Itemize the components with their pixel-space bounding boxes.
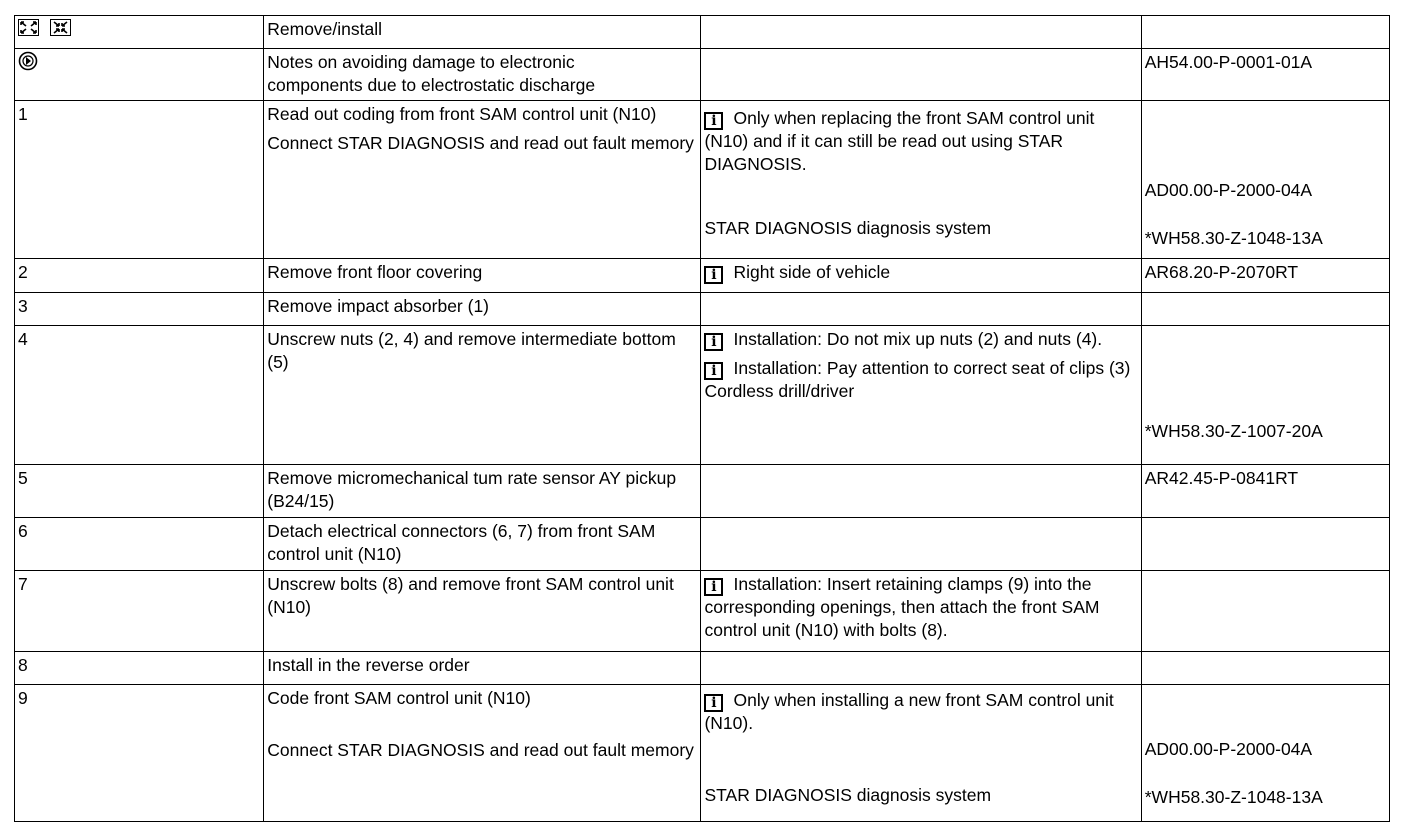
esd-note-text: Notes on avoiding damage to electronic bbox=[267, 52, 575, 72]
info-icon: i bbox=[704, 266, 723, 284]
step-number: 3 bbox=[15, 293, 264, 326]
step-action: Install in the reverse order bbox=[264, 652, 701, 685]
step-action: Unscrew bolts (8) and remove front SAM control unit (N10) bbox=[264, 571, 701, 652]
esd-note-row bbox=[15, 49, 1390, 101]
step-action: Connect STAR DIAGNOSIS and read out fault memory bbox=[267, 133, 694, 153]
header-icons-cell bbox=[15, 16, 264, 49]
info-icon: i bbox=[704, 333, 723, 351]
step-row bbox=[15, 685, 1390, 822]
step-row bbox=[15, 293, 1390, 326]
step-action: Detach electrical connectors (6, 7) from front SAM control unit (N10) bbox=[264, 518, 701, 571]
step-number: 2 bbox=[15, 259, 264, 293]
info-icon: i bbox=[704, 578, 723, 596]
step-action: Remove front floor covering bbox=[264, 259, 701, 293]
step-action: Unscrew nuts (2, 4) and remove intermediate bottom (5) bbox=[264, 326, 701, 465]
document-reference[interactable]: *WH58.30-Z-1048-13A bbox=[1144, 228, 1323, 248]
remove-icon bbox=[18, 19, 39, 36]
info-icon: i bbox=[704, 694, 723, 712]
step-note: Installation: Pay attention to correct seat of clips (3) bbox=[733, 358, 1131, 378]
step-action: Remove micromechanical tum rate sensor AY pickup (B24/15) bbox=[264, 465, 701, 518]
document-reference[interactable]: AR42.45-P-0841RT bbox=[1141, 465, 1389, 518]
step-tool: STAR DIAGNOSIS diagnosis system bbox=[704, 785, 992, 805]
install-icon bbox=[50, 19, 71, 36]
step-note: Only when replacing the front SAM control unit (N10) and if it can still be read out using STAR DIAGNOSIS. bbox=[704, 108, 1095, 174]
info-icon: i bbox=[704, 112, 723, 130]
step-number: 5 bbox=[15, 465, 264, 518]
step-number: 6 bbox=[15, 518, 264, 571]
step-tool: Cordless drill/driver bbox=[704, 381, 855, 401]
document-reference[interactable]: *WH58.30-Z-1007-20A bbox=[1144, 421, 1323, 441]
step-row bbox=[15, 518, 1390, 571]
step-action: Read out coding from front SAM control unit (N10) bbox=[267, 104, 657, 124]
info-icon: i bbox=[704, 362, 723, 380]
page-title: Remove/install bbox=[264, 16, 701, 49]
esd-note-text: components due to electrostatic discharge bbox=[267, 75, 596, 95]
esd-warning-icon bbox=[18, 51, 38, 71]
step-row bbox=[15, 571, 1390, 652]
step-note: Installation: Insert retaining clamps (9) into the corresponding openings, then attach the front SAM control unit (N10) with bolts (8). bbox=[704, 574, 1100, 640]
step-number: 7 bbox=[15, 571, 264, 652]
document-reference[interactable]: AR68.20-P-2070RT bbox=[1141, 259, 1389, 293]
step-row bbox=[15, 326, 1390, 465]
step-number: 8 bbox=[15, 652, 264, 685]
document-reference[interactable]: AD00.00-P-2000-04A bbox=[1144, 180, 1313, 200]
step-action: Connect STAR DIAGNOSIS and read out fault memory bbox=[267, 740, 694, 760]
document-reference[interactable]: *WH58.30-Z-1048-13A bbox=[1144, 787, 1323, 807]
step-row bbox=[15, 465, 1390, 518]
step-note: Installation: Do not mix up nuts (2) and nuts (4). bbox=[733, 329, 1103, 349]
step-action: Remove impact absorber (1) bbox=[264, 293, 701, 326]
document-reference[interactable]: AH54.00-P-0001-01A bbox=[1141, 49, 1389, 101]
step-number: 1 bbox=[15, 101, 264, 259]
header-row bbox=[15, 16, 1390, 49]
step-row bbox=[15, 101, 1390, 259]
step-note: Only when installing a new front SAM control unit (N10). bbox=[704, 690, 1114, 733]
step-action: Code front SAM control unit (N10) bbox=[267, 688, 531, 708]
document-reference[interactable]: AD00.00-P-2000-04A bbox=[1144, 739, 1313, 759]
step-note: Right side of vehicle bbox=[733, 262, 891, 282]
step-number: 4 bbox=[15, 326, 264, 465]
step-row bbox=[15, 259, 1390, 293]
step-tool: STAR DIAGNOSIS diagnosis system bbox=[704, 218, 992, 238]
procedure-table bbox=[14, 15, 1390, 822]
step-row bbox=[15, 652, 1390, 685]
step-number: 9 bbox=[15, 685, 264, 822]
